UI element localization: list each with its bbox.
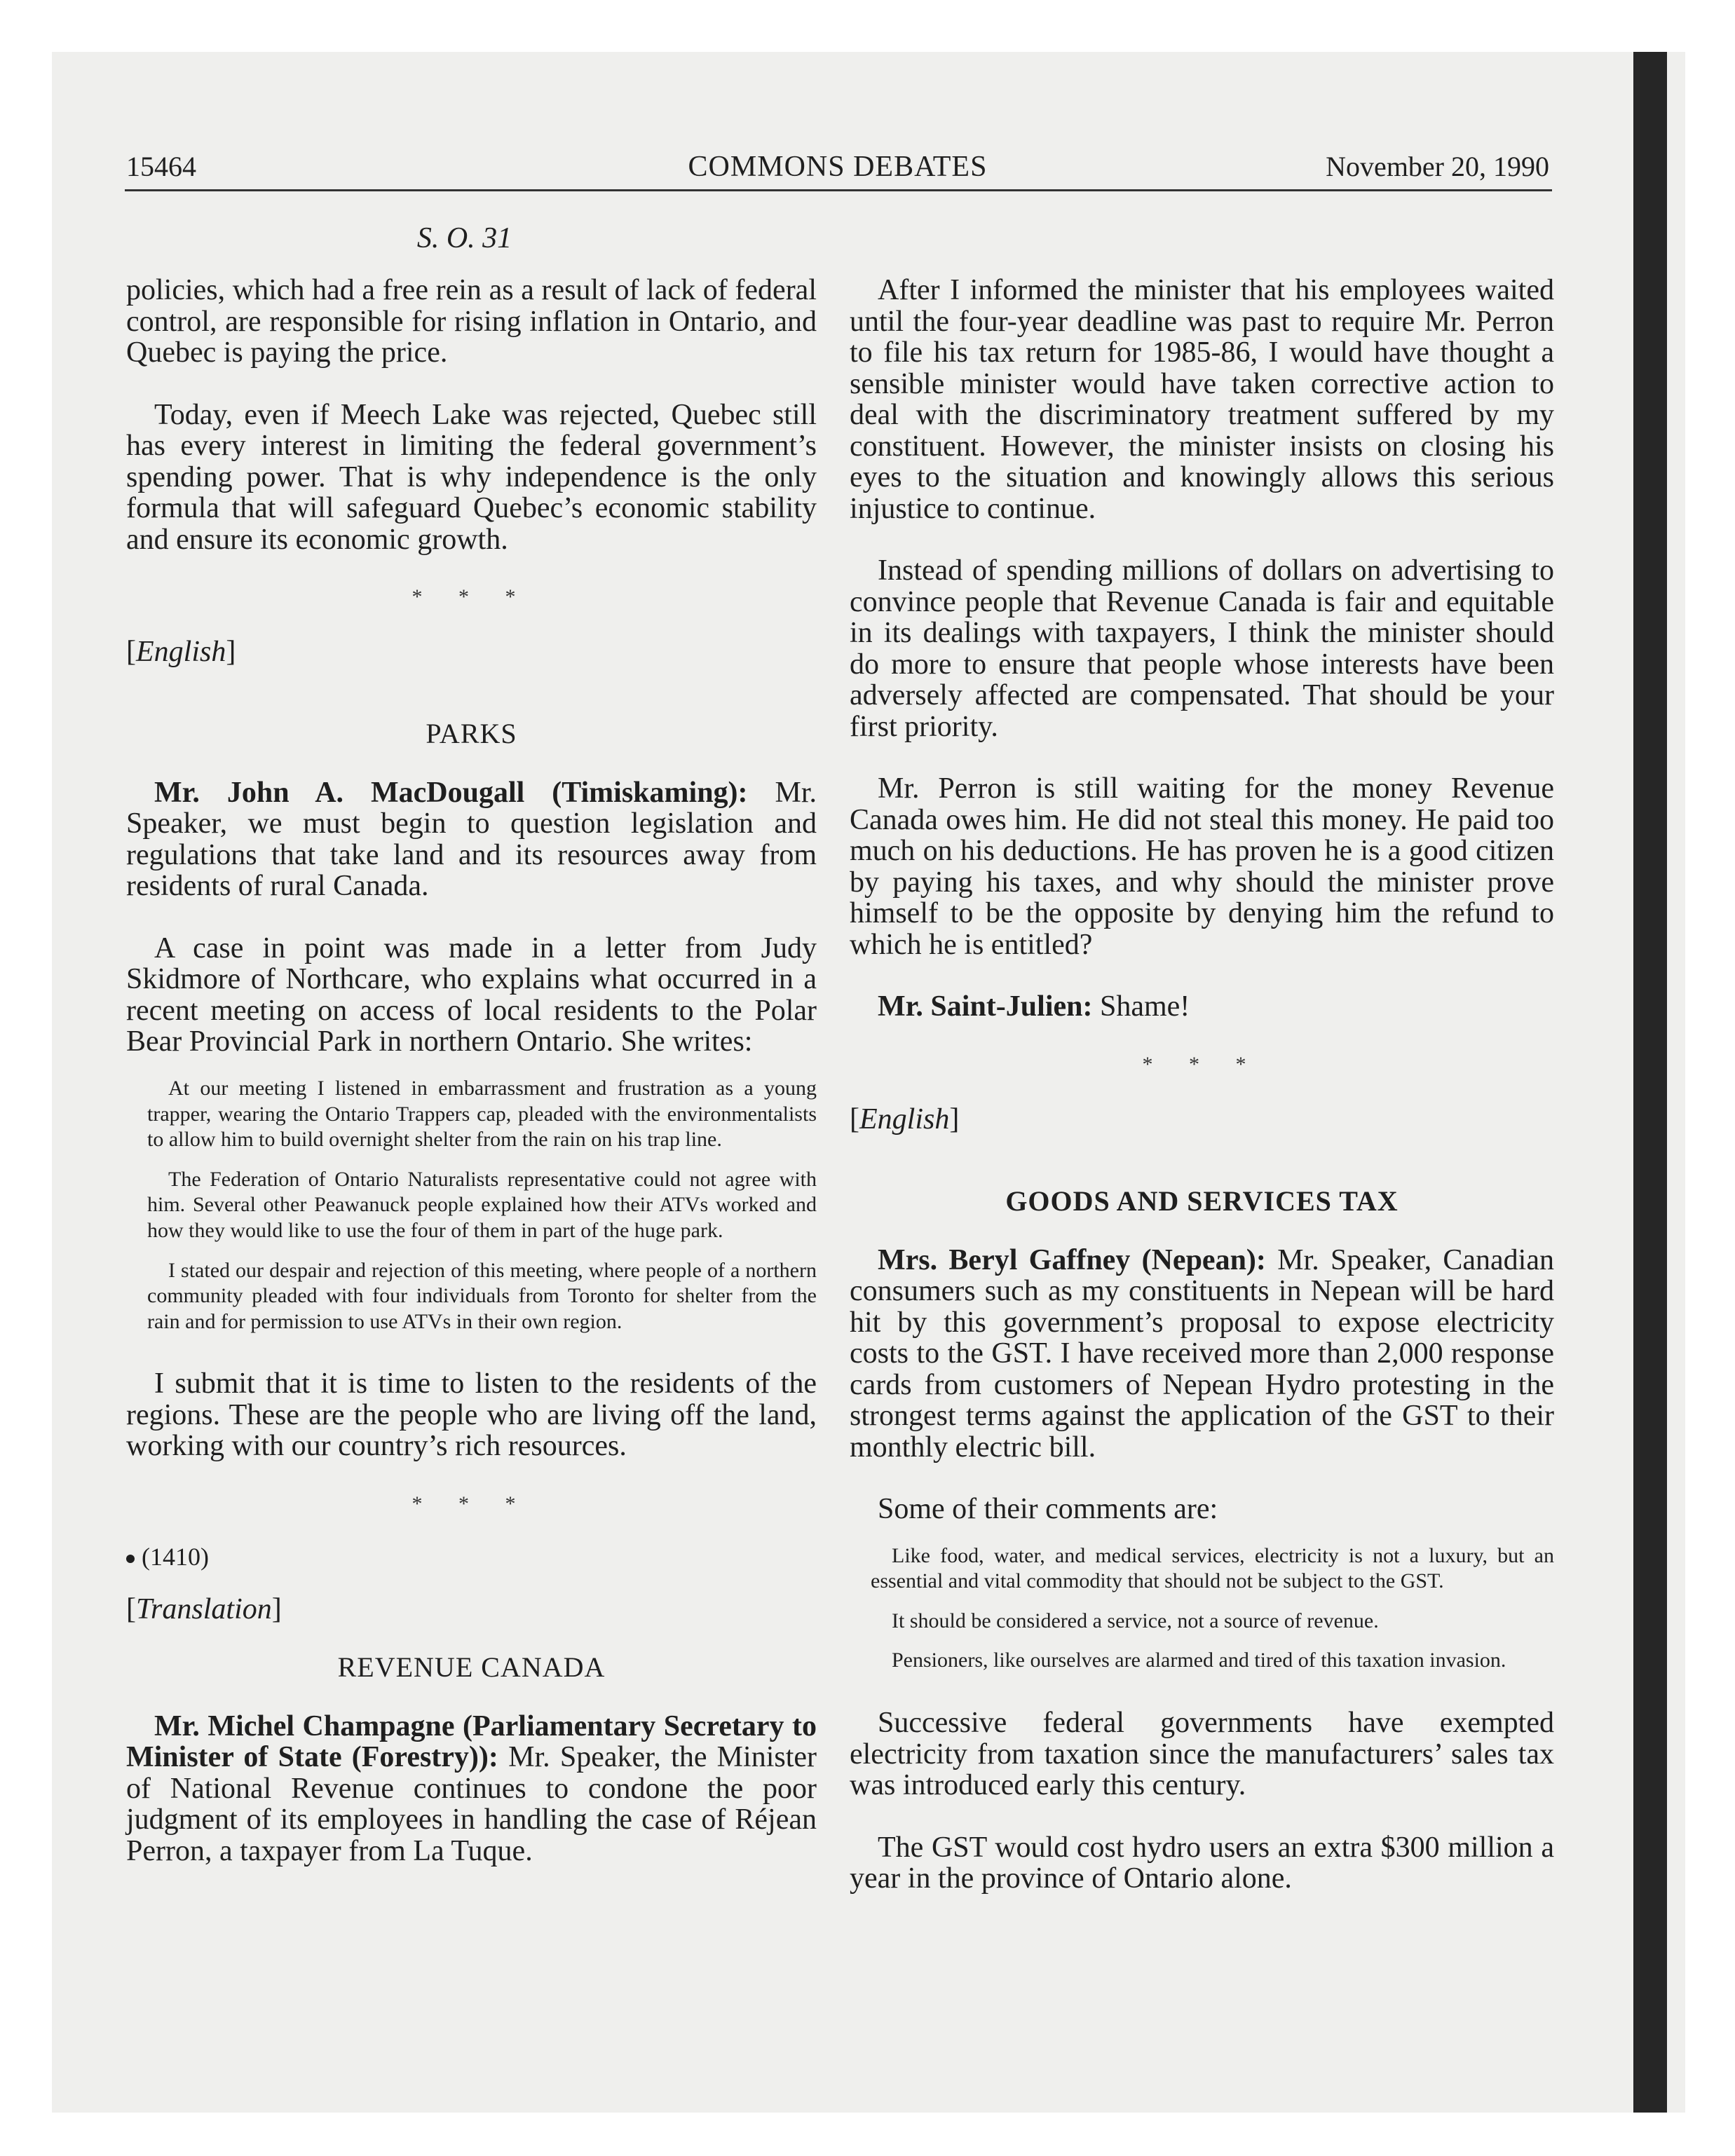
quote-paragraph: Pensioners, like ourselves are alarmed and tired of this taxation invasion. bbox=[892, 1649, 1506, 1672]
page-number: 15464 bbox=[126, 151, 196, 182]
section-mark: S. O. 31 bbox=[416, 222, 512, 254]
quote-paragraph: I stated our despair and rejection of this meeting, where people of a northern community pleaded with four individuals from Toronto for shelter from the rain and for permission to use ATVs in their own region. bbox=[147, 1258, 817, 1333]
paragraph: The GST would cost hydro users an extra $300 million a year in the province of Ontario alone. bbox=[850, 1831, 1554, 1895]
paragraph: Today, even if Meech Lake was rejected, Quebec still has every interest in limiting the federal government’s spending power. That is why independence is the only formula that will safeguard Quebec’s economic stability and ensure its economic growth. bbox=[126, 398, 817, 556]
scan-edge-shadow bbox=[1633, 52, 1667, 2113]
speaker-name: Mr. Saint-Julien: bbox=[878, 990, 1093, 1023]
bullet-icon bbox=[126, 1555, 135, 1563]
speech-paragraph: Mrs. Beryl Gaffney (Nepean): Mr. Speaker, Canadian consumers such as my constituents in Nepean will be hard hit by this government’s proposal to expose electricity costs to the GST. I have received more than 2,000 response cards from customers of Nepean Hydro protesting in the strongest terms against the application of the GST to their monthly electric bill. bbox=[850, 1243, 1554, 1464]
publication-title: COMMONS DEBATES bbox=[688, 151, 988, 183]
language-marker: [English] bbox=[850, 1103, 960, 1135]
paragraph: Instead of spending millions of dollars on advertising to convince people that Revenue Canada is fair and equitable in its dealings with taxpayers, I think the minister should do more to ensure that people whose interests have been adversely affected are compensated. That should be your first priority. bbox=[850, 554, 1554, 743]
language-marker: [Translation] bbox=[126, 1592, 282, 1625]
section-heading: REVENUE CANADA bbox=[337, 1651, 606, 1684]
section-separator: * * * bbox=[411, 1492, 531, 1515]
paragraph: After I informed the minister that his employees waited until the four-year deadline was past to require Mr. Perron to file his tax return for 1985-86, I would have thought a sensible minister would have taken corrective action to deal with the discriminatory treatment suffered by my constituent. However, the minister insists on closing his eyes to the situation and knowingly allows this serious injustice to continue. bbox=[850, 274, 1554, 525]
speech-paragraph: Mr. John A. MacDougall (Timiskaming): Mr. Speaker, we must begin to question legislation and regulations that take land and its resources away from residents of rural Canada. bbox=[126, 776, 817, 903]
section-heading: GOODS AND SERVICES TAX bbox=[1005, 1185, 1399, 1217]
quote-paragraph: It should be considered a service, not a source of revenue. bbox=[892, 1609, 1379, 1632]
speaker-name: Mr. Michel Champagne (Parliamentary Secretary to Minister of State (Forestry)): bbox=[126, 1710, 817, 1774]
section-separator: * * * bbox=[1142, 1052, 1262, 1076]
language-marker: [English] bbox=[126, 635, 236, 668]
quotation bbox=[850, 1543, 1554, 1674]
section-heading: PARKS bbox=[426, 718, 517, 750]
page-date: November 20, 1990 bbox=[1326, 151, 1549, 182]
paragraph: policies, which had a free rein as a result of lack of federal control, are responsible for rising inflation in Ontario, and Quebec is paying the price. bbox=[126, 274, 817, 369]
quotation bbox=[126, 1076, 817, 1335]
quote-paragraph: At our meeting I listened in embarrassment and frustration as a young trapper, wearing the Ontario Trappers cap, pleaded with the environmentalists to allow him to build overnight shelter from the rain on his trap line. bbox=[147, 1076, 817, 1152]
header-rule bbox=[125, 189, 1552, 191]
speaker-name: Mr. John A. MacDougall (Timiskaming): bbox=[154, 776, 748, 809]
timestamp: (1410) bbox=[126, 1543, 817, 1570]
paragraph: Some of their comments are: bbox=[878, 1493, 1218, 1526]
right-column bbox=[850, 275, 1554, 1925]
left-column bbox=[126, 275, 817, 1897]
paragraph: A case in point was made in a letter from Judy Skidmore of Northcare, who explains what occurred in a recent meeting on access of local residents to the Polar Bear Provincial Park in northern Ontario. She writes: bbox=[126, 932, 817, 1058]
paragraph: Successive federal governments have exempted electricity from taxation since the manufacturers’ sales tax was introduced early this century. bbox=[850, 1707, 1554, 1802]
speaker-name: Mrs. Beryl Gaffney (Nepean): bbox=[878, 1243, 1266, 1276]
quote-paragraph: The Federation of Ontario Naturalists representative could not agree with him. Several other Peawanuck people explained how their ATVs worked and how they would like to use the four of them in part of the huge park. bbox=[147, 1167, 817, 1242]
paragraph: Mr. Perron is still waiting for the money Revenue Canada owes him. He did not steal this money. He paid too much on his deductions. He has proven he is a good citizen by paying his taxes, and why should the minister prove himself to be the opposite by denying him the refund to which he is entitled? bbox=[850, 772, 1554, 961]
page-header bbox=[126, 150, 1549, 192]
paragraph: I submit that it is time to listen to the residents of the regions. These are the people who are living off the land, working with our country’s rich resources. bbox=[126, 1367, 817, 1463]
speech-paragraph: Mr. Saint-Julien: Shame! bbox=[878, 990, 1190, 1023]
quote-paragraph: Like food, water, and medical services, electricity is not a luxury, but an essential and vital commodity that should not be subject to the GST. bbox=[871, 1543, 1554, 1593]
speech-paragraph: Mr. Michel Champagne (Parliamentary Secretary to Minister of State (Forestry)): Mr. Speaker, the Minister of National Revenue continues to condone the poor judgment of its employees in handling the case of Réjean Perron, a taxpayer from La Tuque. bbox=[126, 1710, 817, 1867]
section-separator: * * * bbox=[411, 585, 531, 609]
